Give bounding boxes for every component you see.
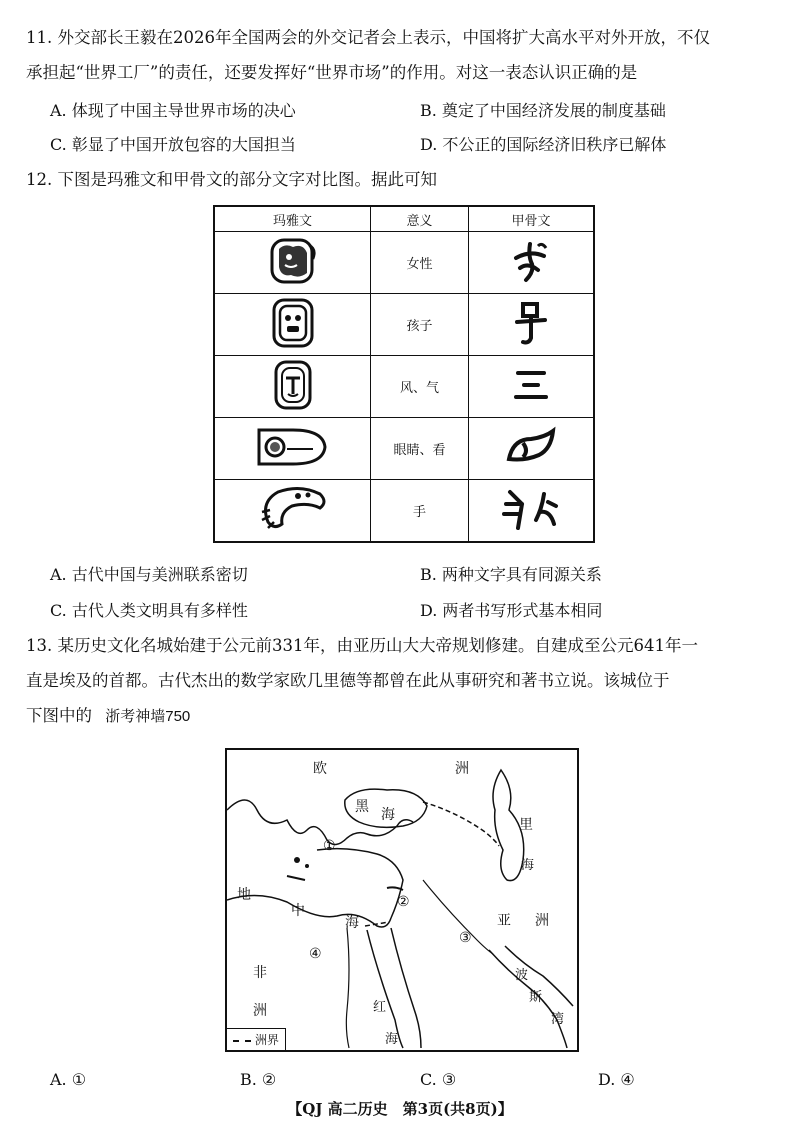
header-oracle: 甲骨文 — [469, 206, 595, 232]
maya-glyph-hand-icon — [214, 480, 371, 543]
map-legend — [227, 1028, 286, 1050]
header-maya: 玛雅文 — [214, 206, 371, 232]
question-13 — [26, 628, 780, 734]
maya-glyph-wind-icon — [214, 356, 371, 418]
table-row — [214, 232, 594, 294]
q11-stem-line2: 承担起“世界工厂”的责任，还要发挥好“世界市场”的作用。对这一表态认识正确的是 — [26, 63, 638, 82]
map-marker-4: ④ — [309, 946, 322, 962]
map-label-red-sea-1: 红 — [373, 1000, 387, 1015]
map-label-persian-3: 湾 — [551, 1012, 565, 1027]
map-label-caspian-1: 里 — [519, 817, 533, 833]
legend-dash-icon — [233, 1040, 251, 1042]
meaning-cell: 手 — [371, 480, 469, 543]
mediterranean-map — [225, 748, 579, 1052]
meaning-cell: 眼睛、看 — [371, 418, 469, 480]
script-comparison-table — [213, 205, 595, 543]
map-label-persian-1: 波 — [515, 968, 529, 983]
q13-option-d[interactable]: D. ④ — [598, 1070, 635, 1089]
q11-stem-line1: 11. 外交部长王毅在2026年全国两会的外交记者会上表示，中国将扩大高水平对外开放，不仅 — [26, 28, 710, 47]
q12-option-d[interactable]: D. 两者书写形式基本相同 — [420, 601, 603, 620]
table-row — [214, 418, 594, 480]
map-label-europe-2: 洲 — [455, 761, 469, 777]
q12-option-a[interactable]: A. 古代中国与美洲联系密切 — [50, 565, 248, 584]
map-label-med-1: 地 — [237, 887, 251, 903]
oracle-glyph-hand-icon — [469, 480, 595, 543]
maya-glyph-child-icon — [214, 294, 371, 356]
table-row — [214, 480, 594, 543]
map-marker-1: ① — [323, 838, 336, 854]
q11-option-c[interactable]: C. 彰显了中国开放包容的大国担当 — [50, 135, 296, 154]
table-row — [214, 356, 594, 418]
q12-option-c[interactable]: C. 古代人类文明具有多样性 — [50, 601, 248, 620]
q12-stem: 12. 下图是玛雅文和甲骨文的部分文字对比图。据此可知 — [26, 170, 437, 189]
map-label-asia-2: 洲 — [535, 913, 549, 929]
map-label-africa-2: 洲 — [253, 1003, 267, 1019]
table-row — [214, 294, 594, 356]
map-marker-2: ② — [397, 894, 410, 910]
q13-option-c[interactable]: C. ③ — [420, 1070, 457, 1089]
q11-option-a[interactable]: A. 体现了中国主导世界市场的决心 — [50, 101, 296, 120]
q13-stem-line1: 13. 某历史文化名城始建于公元前331年，由亚历山大大帝规划修建。自建成至公元641年一 — [26, 636, 698, 655]
map-label-black-sea-2: 海 — [381, 807, 395, 823]
map-label-caspian-2: 海 — [521, 858, 535, 873]
map-label-med-3: 海 — [345, 915, 359, 931]
q11-option-d[interactable]: D. 不公正的国际经济旧秩序已解体 — [420, 135, 667, 154]
q13-stem-line3-text: 下图中的 — [26, 706, 92, 725]
legend-label: 洲界 — [255, 1033, 280, 1047]
page-footer: 【QJ 高二历史 第3页(共8页)】 — [287, 1100, 513, 1118]
table-header-row — [214, 206, 594, 232]
header-meaning: 意义 — [371, 206, 469, 232]
map-label-red-sea-2: 海 — [385, 1032, 399, 1047]
map-label-europe-1: 欧 — [313, 761, 327, 777]
meaning-cell: 孩子 — [371, 294, 469, 356]
maya-glyph-woman-icon — [214, 232, 371, 294]
question-12 — [26, 162, 780, 197]
map-label-black-sea-1: 黑 — [355, 799, 369, 815]
q13-stem-line2: 直是埃及的首都。古代杰出的数学家欧几里德等都曾在此从事研究和著书立说。该城位于 — [26, 671, 670, 690]
meaning-cell: 风、气 — [371, 356, 469, 418]
map-label-med-2: 中 — [291, 903, 305, 919]
oracle-glyph-woman-icon — [469, 232, 595, 294]
oracle-glyph-child-icon — [469, 294, 595, 356]
map-label-africa-1: 非 — [253, 965, 267, 981]
q11-option-b[interactable]: B. 奠定了中国经济发展的制度基础 — [420, 101, 666, 120]
oracle-glyph-eye-icon — [469, 418, 595, 480]
q13-option-a[interactable]: A. ① — [50, 1070, 87, 1089]
oracle-glyph-wind-icon — [469, 356, 595, 418]
map-label-persian-2: 斯 — [529, 990, 543, 1005]
meaning-cell: 女性 — [371, 232, 469, 294]
map-marker-3: ③ — [459, 930, 472, 946]
maya-glyph-eye-icon — [214, 418, 371, 480]
watermark-text: 浙考神墙750 — [105, 708, 191, 725]
question-11 — [26, 20, 780, 90]
q12-option-b[interactable]: B. 两种文字具有同源关系 — [420, 565, 602, 584]
q13-option-b[interactable]: B. ② — [240, 1070, 277, 1089]
map-label-asia-1: 亚 — [497, 913, 511, 929]
q13-stem-line3 — [26, 698, 780, 734]
